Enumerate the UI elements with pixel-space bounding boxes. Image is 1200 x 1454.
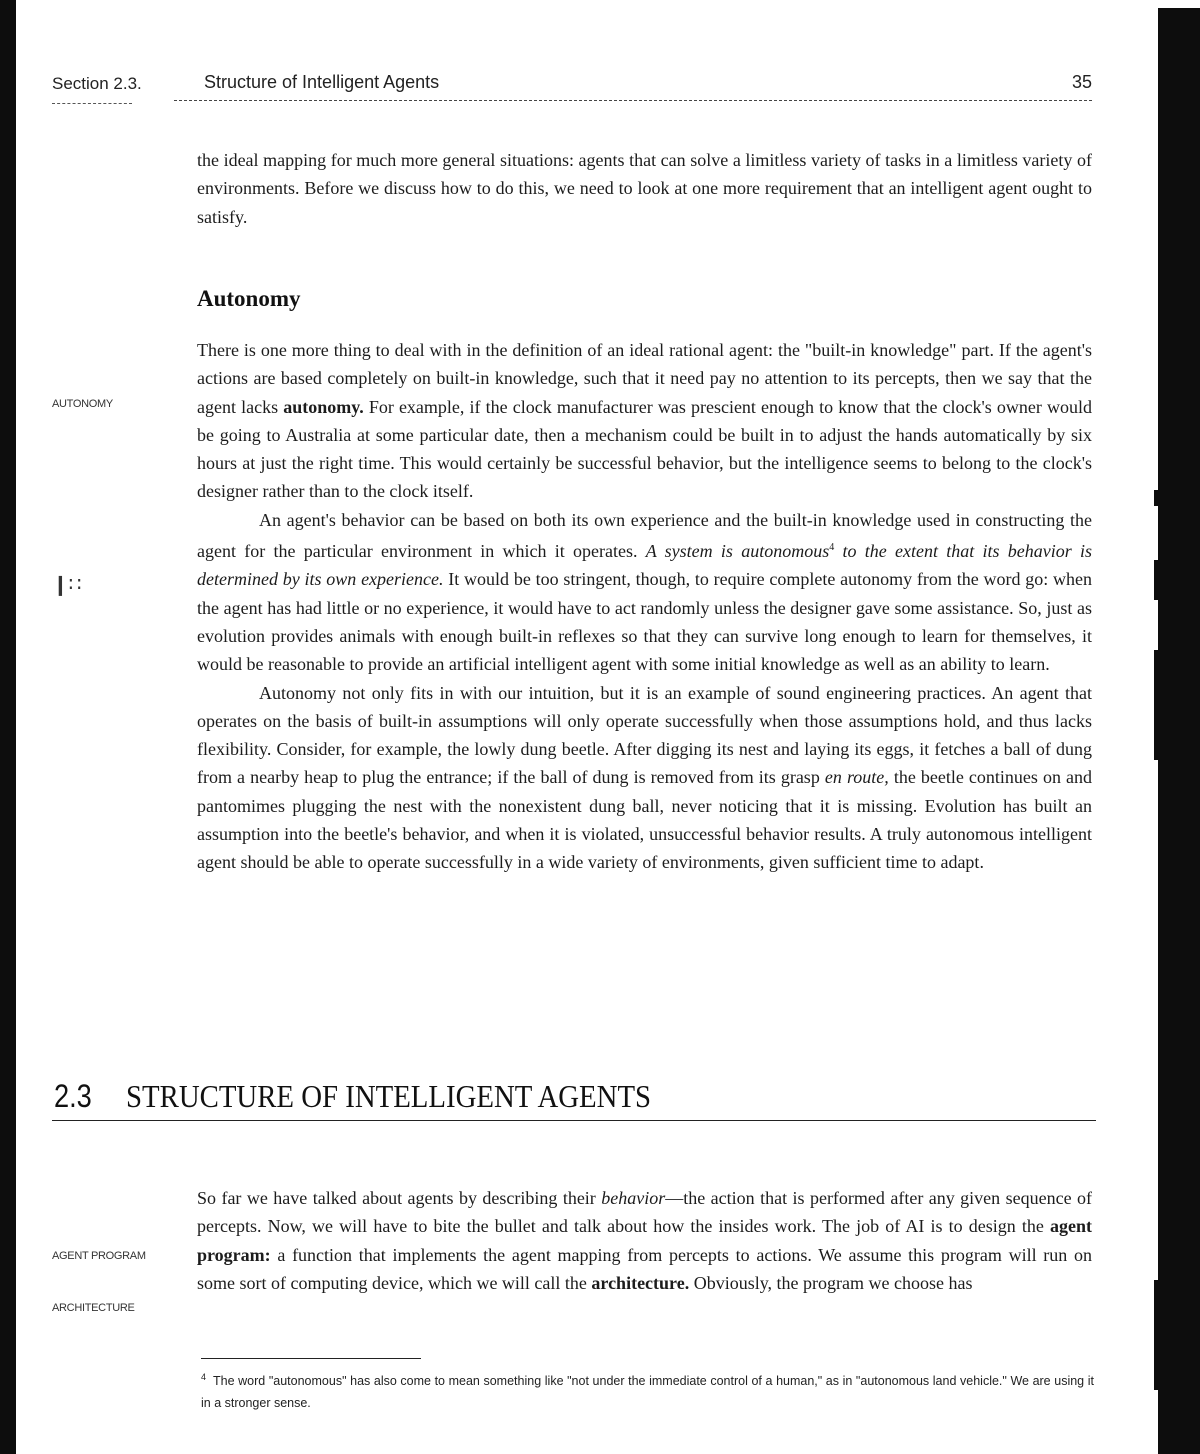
subsection-heading-autonomy: Autonomy xyxy=(197,286,301,311)
text-run: For example, if the clock manufacturer was prescient enough to know that the clock's owner would be going to Australia at some particular date, then a mechanism could be built in to adjust the hands automatically by six hours at just the right time. This would certainly be successful behavior, but the intelligence seems to belong to the clock's designer rather than to the clock itself. xyxy=(197,396,1092,502)
footnote-text: The word "autonomous" has also come to mean something like "not under the immediate control of a human," as in "autonomous land vehicle." We are using it in a stronger sense. xyxy=(201,1374,1094,1411)
text-run: Autonomy not only fits in with our intuition, but it is an example of sound engineering practices. An agent that operates on the basis of built-in assumptions will only operate successfully when those assumptions hold, and thus lacks flexibility. Consider, for example, the lowly dung beetle. After digging its nest and laying its eggs, it fetches a ball of dung from a nearby heap to plug the entrance; if the ball of dung is removed from its grasp xyxy=(197,682,1092,788)
footnote-ref: 4 xyxy=(829,542,835,554)
term-autonomy: autonomy. xyxy=(283,396,364,417)
section-number: 2.3 xyxy=(54,1078,92,1114)
term-architecture: architecture. xyxy=(591,1272,690,1293)
scan-artifact xyxy=(1154,490,1158,506)
margin-term-architecture: ARCHITECTURE xyxy=(52,1302,135,1314)
scan-artifact xyxy=(1154,650,1158,760)
autonomy-paragraph-1 xyxy=(197,336,1092,506)
running-head-title: Structure of Intelligent Agents xyxy=(204,72,440,92)
margin-mark-icon: ❙∷ xyxy=(52,572,82,596)
section-paragraph-1 xyxy=(197,1184,1092,1297)
term-agent-program: agent program: xyxy=(197,1216,1092,1265)
text-run: Obviously, the program we choose has xyxy=(689,1272,973,1293)
autonomy-paragraph-3 xyxy=(197,679,1092,877)
scan-edge-left xyxy=(0,0,16,1454)
text-run: —the action that is performed after any given sequence of percepts. Now, we will have to bite the bullet and talk about how the insides work. The job of AI is to design the xyxy=(197,1188,1092,1237)
autonomy-text-block xyxy=(197,336,1092,877)
text-run: the beetle continues on and pantomimes plugging the nest with the nonexistent dung ball, never noticing that it is missing. Evolution has built an assumption into the beetle's behavior, and when it is violated, unsuccessful behavior results. A truly autonomous intelligent agent should be able to operate successfully in a wide variety of environments, given sufficient time to adapt. xyxy=(197,767,1093,873)
section-heading xyxy=(52,1076,1096,1121)
running-head-rule-left xyxy=(52,103,132,104)
emphasis-text: A system is autonomous xyxy=(645,541,830,562)
footnote-rule xyxy=(201,1358,421,1359)
scan-artifact xyxy=(1154,1280,1158,1390)
running-head xyxy=(52,70,1092,106)
margin-term-autonomy: AUTONOMY xyxy=(52,398,113,410)
section-title: STRUCTURE OF INTELLIGENT AGENTS xyxy=(126,1078,652,1114)
emphasis-text: en route, xyxy=(824,767,889,788)
intro-paragraph-block xyxy=(197,146,1092,231)
page-number: 35 xyxy=(1071,72,1092,92)
text-run: There is one more thing to deal with in the definition of an ideal rational agent: the "built-in knowledge" part. If the agent's actions are based completely on built-in knowledge, such that it need pay no attention to its percepts, then we say that the agent lacks xyxy=(197,340,1092,417)
autonomy-paragraph-2 xyxy=(197,506,1092,679)
running-head-section: Section 2.3. xyxy=(52,74,142,93)
text-run: It would be too stringent, though, to require complete autonomy from the word go: when the agent has had little or no experience, it would have to act randomly unless the designer gave some assistance. So, just as evolution provides animals with enough built-in reflexes so that they can survive long enough to learn for themselves, it would be reasonable to provide an artificial intelligent agent with some initial knowledge as well as an ability to learn. xyxy=(197,569,1092,675)
scan-edge-right xyxy=(1158,8,1200,1454)
intro-paragraph: the ideal mapping for much more general situations: agents that can solve a limitless variety of tasks in a limitless variety of environments. Before we discuss how to do this, we need to look at one more requirement that an intelligent agent ought to satisfy. xyxy=(197,150,1092,227)
text-run: So far we have talked about agents by describing their xyxy=(197,1188,602,1208)
text-run: a function that implements the agent mapping from percepts to actions. We assume this program will run on some sort of computing device, which we will call the xyxy=(197,1244,1092,1293)
footnote xyxy=(201,1366,1094,1414)
section-text-block xyxy=(197,1184,1092,1297)
margin-term-agent-program: AGENT PROGRAM xyxy=(52,1250,146,1262)
running-head-rule xyxy=(174,100,1092,101)
scan-artifact xyxy=(1154,560,1158,600)
text-run: An agent's behavior can be based on both its own experience and the built-in knowledge used in constructing the agent for the particular environment in which it operates. xyxy=(197,509,1092,562)
footnote-marker: 4 xyxy=(201,1372,207,1382)
emphasis-text: to the extent that its behavior is determined by its own experience. xyxy=(197,541,1093,590)
emphasis-text: behavior xyxy=(601,1188,666,1208)
